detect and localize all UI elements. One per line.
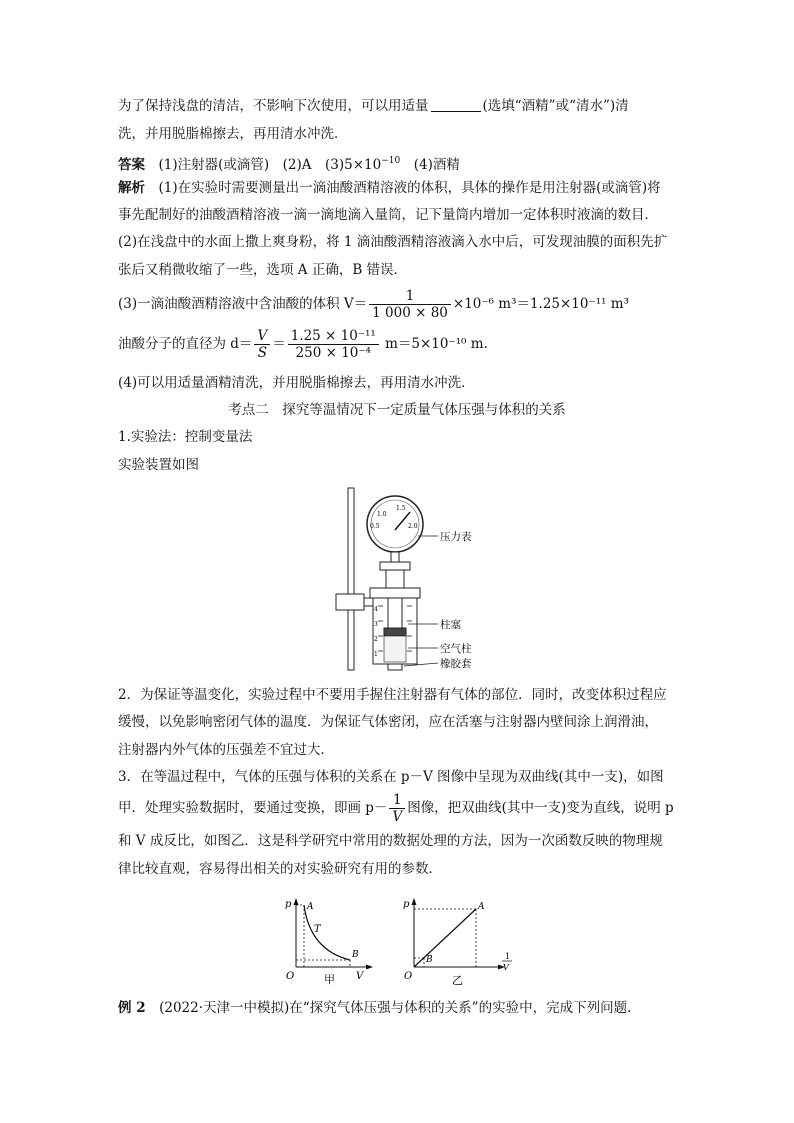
text-line: 1.实验法：控制变量法 <box>118 429 253 445</box>
answer-line: 答案 (1)注射器(或滴管) (2)A $(3)5\times 10^{-10}$ (4)酒精 <box>118 156 460 173</box>
pv-graph <box>280 895 380 985</box>
svg-text:0.5: 0.5 <box>370 523 380 530</box>
example-line: 例 2 (2022·天津一中模拟)在“探究气体压强与体积的关系”的实验中，完成下列问题． <box>118 1000 641 1016</box>
fraction: $\frac{V}{S}$ <box>254 328 270 361</box>
arrow-up-icon <box>412 898 417 905</box>
svg-text:B: B <box>352 950 359 960</box>
connector-cap <box>380 562 410 570</box>
text-line: 为了保持浅盘的清洁，不影响下次使用，可以用适量 (选填“酒精”或“清水”)清 <box>118 98 629 114</box>
text-line: 注射器内外气体的压强差不宜过大． <box>118 742 334 758</box>
section-heading: 考点二 探究等温情况下一定质量气体压强与体积的关系 <box>228 402 566 418</box>
svg-text:1.0: 1.0 <box>377 511 387 518</box>
piston-label: 柱塞 <box>440 619 461 631</box>
text-line: 事先配制好的油酸酒精溶液一滴一滴地滴入量筒，记下量筒内增加一定体积时液滴的数目． <box>118 207 658 223</box>
apparatus-diagram <box>320 486 480 672</box>
svg-text:V: V <box>356 971 364 982</box>
stand-rod <box>348 488 354 670</box>
svg-text:O: O <box>286 971 295 982</box>
svg-text:1.5: 1.5 <box>396 505 406 512</box>
text-line: 洗，并用脱脂棉擦去，再用清水冲洗． <box>118 126 348 142</box>
gauge-label: 压力表 <box>440 531 472 543</box>
svg-text:1: 1 <box>505 952 511 961</box>
svg-text:2: 2 <box>374 636 378 643</box>
svg-text:p: p <box>403 899 410 910</box>
svg-text:B: B <box>426 955 433 965</box>
air-column <box>384 636 406 662</box>
text-line: 张后又稍微收缩了一些，选项 A 正确，B 错误． <box>118 262 408 278</box>
rubber-label: 橡胶套 <box>440 658 472 670</box>
analysis-line: 解析 (1)在实验时需要测量出一滴油酸酒精溶液的体积，具体的操作是用注射器(或滴管)将 <box>118 180 661 196</box>
arrow-right-icon <box>366 965 373 970</box>
svg-text:p: p <box>285 899 292 910</box>
fraction: $\frac{\text{1.25 × 10⁻¹¹}}{\text{250 × 10⁻⁴}}$ <box>288 328 379 361</box>
formula-volume: (3)一滴油酸酒精溶液中含油酸的体积 V＝ $\frac{1}{1 000 \times 80}$ ×10⁻⁶ m³＝1.25×10⁻¹¹ m³ <box>118 288 629 321</box>
text-line: (4)可以用适量酒精清洗，并用脱脂棉擦去，再用清水冲洗． <box>118 375 475 391</box>
svg-text:3: 3 <box>374 621 378 628</box>
hyperbola-curve <box>304 905 350 960</box>
svg-text:O: O <box>404 971 413 982</box>
p-inverse-v-graph <box>398 893 522 987</box>
clamp <box>336 594 364 610</box>
formula-diameter: 油酸分子的直径为 d＝ $\frac{V}{S}$ ＝ $\frac{\text{1.25 × 10⁻¹¹}}{\text{250 × 10⁻⁴}}$ m＝5×10⁻¹⁰ m. <box>118 328 488 361</box>
svg-text:V: V <box>503 963 509 972</box>
arrow-up-icon <box>294 898 299 905</box>
svg-text:T: T <box>314 924 321 935</box>
svg-text:A: A <box>307 902 314 912</box>
svg-text:4: 4 <box>374 606 378 613</box>
plunger <box>384 628 406 636</box>
piston-rod <box>388 598 402 628</box>
graph-caption: 甲 <box>324 973 335 985</box>
text-line: (2)在浅盘中的水面上撒上爽身粉，将 1 滴油酸酒精溶液滴入水中后，可发现油膜的面积先扩 <box>118 234 668 250</box>
graph-caption: 乙 <box>452 974 463 987</box>
text-line: 实验装置如图 <box>118 457 199 473</box>
svg-text:A: A <box>478 902 485 912</box>
fraction: $\frac{1}{1 000 \times 80}$ <box>369 288 451 321</box>
text-line: 2．为保证等温变化，实验过程中不要用手握住注射器有气体的部位．同时，改变体积过程应 <box>118 687 667 703</box>
fraction: $\frac{1}{V}$ <box>389 792 405 825</box>
text-line: 律比较直观，容易得出相关的对实验研究有用的参数． <box>118 861 442 877</box>
text-line: 甲．处理实验数据时，要通过变换，即画 p－ $\frac{1}{V}$ 图像，把双曲线(其中一支)变为直线，说明 p <box>118 792 674 825</box>
text-line: 缓慢，以免影响密闭气体的温度．为保证气体密闭，应在活塞与注射器内壁间涂上润滑油， <box>118 714 658 730</box>
svg-text:1: 1 <box>374 651 378 658</box>
text-line: 3．在等温过程中，气体的压强与体积的关系在 p－V 图像中呈现为双曲线(其中一支)，如图 <box>118 769 664 785</box>
fill-blank <box>431 97 481 112</box>
rubber-cap <box>388 664 402 670</box>
text-line: 和 V 成反比，如图乙．这是科学研究中常用的数据处理的方法，因为一次函数反映的物理规 <box>118 833 663 849</box>
air-label: 空气柱 <box>440 643 472 655</box>
svg-text:2.0: 2.0 <box>408 523 418 530</box>
